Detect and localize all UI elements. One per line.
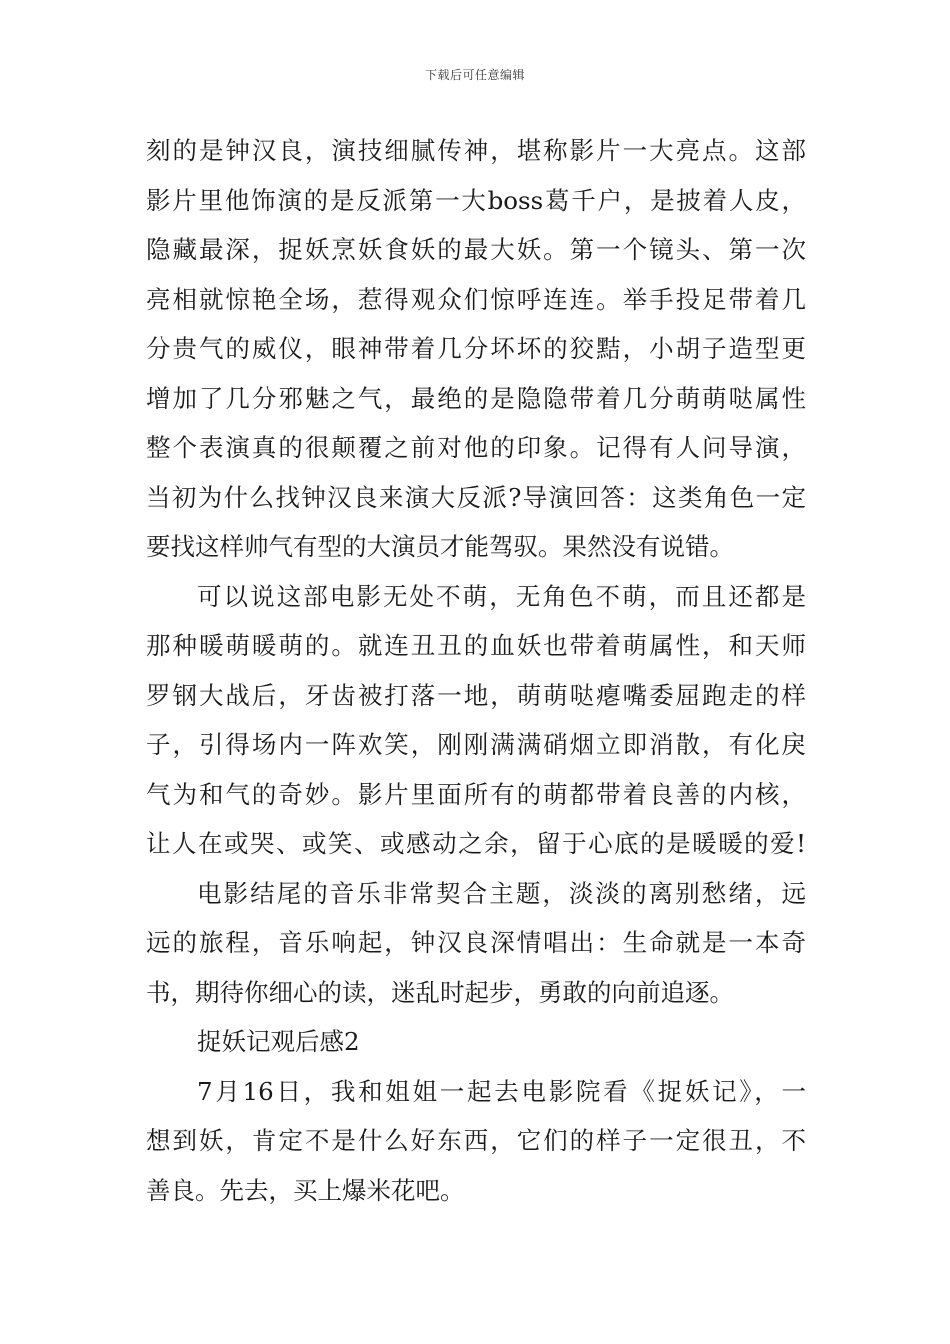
text-line: 整个表演真的很颠覆之前对他的印象。记得有人问导演，: [146, 433, 806, 462]
text-line: 罗钢大战后，牙齿被打落一地，萌萌哒瘪嘴委屈跑走的样: [146, 680, 806, 710]
text-line: 7月16日，我和姐姐一起去电影院看《捉妖记》，一: [197, 1076, 806, 1106]
text-line: 刻的是钟汉良，演技细腻传神，堪称影片一大亮点。这部: [146, 136, 806, 165]
text-line: 影片里他饰演的是反派第一大boss葛千户，是披着人皮，: [146, 185, 806, 215]
text-line: 增加了几分邪魅之气，最绝的是隐隐带着几分萌萌哒属性: [146, 383, 806, 413]
text-line: 子，引得场内一阵欢笑，刚刚满满硝烟立即消散，有化戾: [146, 730, 806, 759]
text-line: 要找这样帅气有型的大演员才能驾驭。果然没有说错。: [146, 532, 734, 561]
text-line: 电影结尾的音乐非常契合主题，淡淡的离别愁绪，远: [197, 878, 806, 908]
text-line: 书，期待你细心的读，迷乱时起步，勇敢的向前追逐。: [146, 977, 734, 1007]
text-line: 让人在或哭、或笑、或感动之余，留于心底的是暖暖的爱!: [146, 829, 806, 858]
text-line: 远的旅程，音乐响起，钟汉良深情唱出：生命就是一本奇: [146, 928, 806, 957]
text-line: 隐藏最深，捉妖烹妖食妖的最大妖。第一个镜头、第一次: [146, 235, 806, 264]
text-line: 那种暖萌暖萌的。就连丑丑的血妖也带着萌属性，和天师: [146, 631, 806, 660]
document-body: [146, 126, 806, 1215]
section-heading: 捉妖记观后感2: [197, 1027, 360, 1056]
text-line: 分贵气的威仪，眼神带着几分坏坏的狡黠，小胡子造型更: [146, 334, 806, 363]
text-line: 亮相就惊艳全场，惹得观众们惊呼连连。举手投足带着几: [146, 284, 806, 314]
text-line: 气为和气的奇妙。影片里面所有的萌都带着良善的内核，: [146, 779, 806, 809]
text-line: 想到妖，肯定不是什么好东西，它们的样子一定很丑，不: [146, 1126, 806, 1155]
page-header-note: 下载后可任意编辑: [424, 68, 525, 82]
text-line: 可以说这部电影无处不萌，无角色不萌，而且还都是: [197, 581, 806, 611]
text-line: 善良。先去，买上爆米花吧。: [146, 1175, 465, 1205]
text-line: 当初为什么找钟汉良来演大反派?导演回答：这类角色一定: [146, 482, 806, 512]
